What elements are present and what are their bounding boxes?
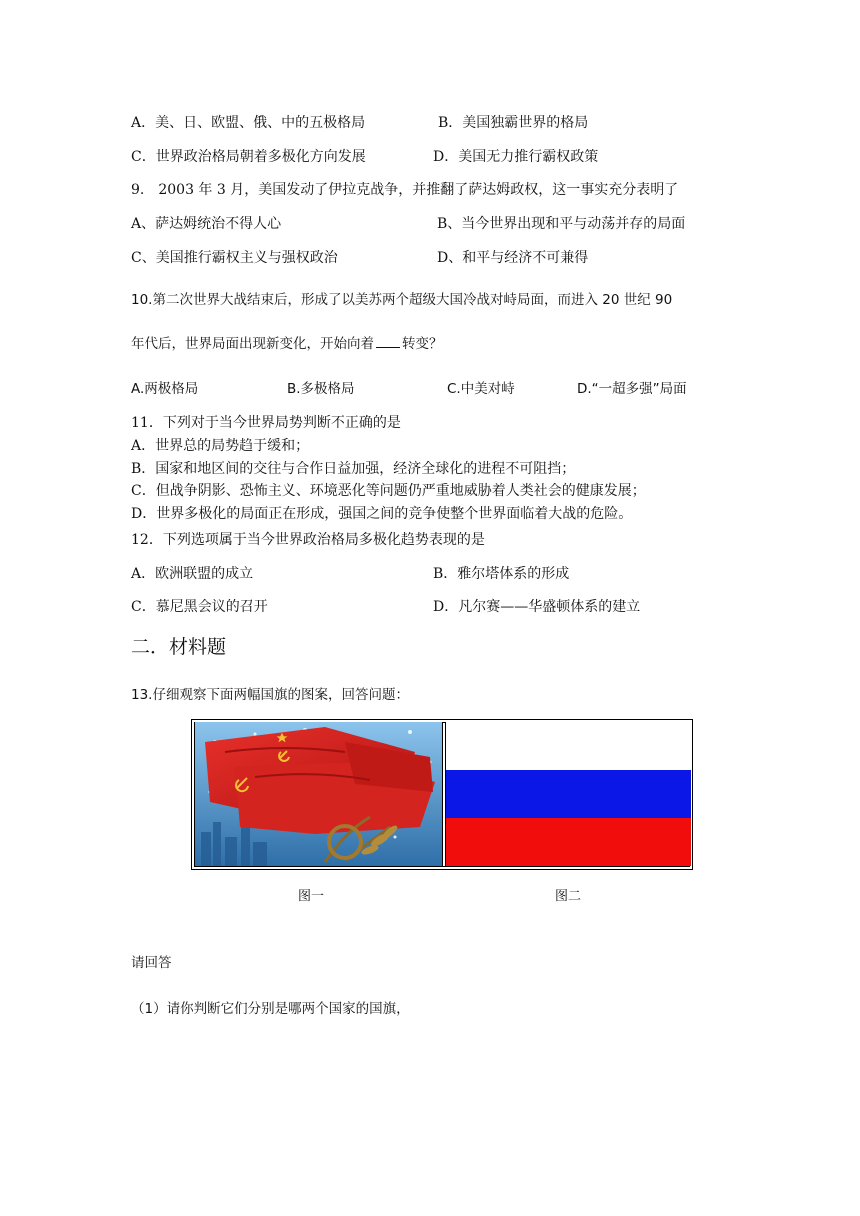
q11-option-d: D．世界多极化的局面正在形成，强国之间的竞争使整个世界面临着大战的危险。 — [131, 506, 633, 522]
answer-prompt: 请回答 — [131, 955, 172, 971]
q13-stem: 13.仔细观察下面两幅国旗的图案，回答问题： — [131, 687, 409, 703]
q10-stem-line1: 10.第二次世界大战结束后，形成了以美苏两个超级大国冷战对峙局面，而进入 20 世纪 90 — [131, 292, 673, 308]
q12-option-d: D．凡尔赛——华盛顿体系的建立 — [433, 599, 641, 615]
q8-option-c: C．世界政治格局朝着多极化方向发展 — [131, 149, 366, 165]
q8-option-a: A．美、日、欧盟、俄、中的五极格局 — [131, 115, 366, 131]
q12-stem: 12．下列选项属于当今世界政治格局多极化趋势表现的是 — [131, 532, 485, 548]
q9-option-b: B、当今世界出现和平与动荡并存的局面 — [437, 216, 686, 232]
q10-stem-line2-before: 年代后，世界局面出现新变化，开始向着 — [131, 336, 374, 352]
q8-option-b: B．美国独霸世界的格局 — [438, 115, 589, 131]
q11-option-a: A．世界总的局势趋于缓和； — [131, 438, 310, 454]
soviet-flag-image — [195, 722, 443, 866]
q12-option-c: C．慕尼黑会议的召开 — [131, 599, 268, 615]
russian-flag-image — [445, 722, 691, 866]
q10-option-c: C.中美对峙 — [447, 381, 515, 397]
flag-stripe-red — [446, 818, 691, 866]
q12-option-b: B．雅尔塔体系的形成 — [433, 566, 570, 582]
q8-option-d: D．美国无力推行霸权政策 — [433, 149, 599, 165]
q11-stem: 11．下列对于当今世界局势判断不正确的是 — [131, 415, 401, 431]
figure-caption-2: 图二 — [555, 889, 582, 904]
q10-stem-line2 — [131, 332, 443, 352]
flag-stripe-blue — [446, 770, 691, 818]
q12-option-a: A．欧洲联盟的成立 — [131, 566, 254, 582]
q10-option-d: D.“一超多强”局面 — [577, 381, 687, 397]
q9-option-d: D、和平与经济不可兼得 — [437, 250, 589, 266]
q10-blank — [376, 335, 400, 348]
figure-caption-1: 图一 — [298, 889, 325, 904]
q9-option-c: C、美国推行霸权主义与强权政治 — [131, 250, 338, 266]
q10-stem-line2-after: 转变？ — [402, 336, 443, 352]
q9-option-a: A、萨达姆统治不得人心 — [131, 216, 282, 232]
q9-stem: 9. 2003 年 3 月，美国发动了伊拉克战争，并推翻了萨达姆政权，这一事实充分表明了 — [131, 182, 679, 198]
q13-sub-question-1: （1）请你判断它们分别是哪两个国家的国旗， — [131, 1001, 410, 1017]
q11-option-b: B．国家和地区间的交往与合作日益加强，经济全球化的进程不可阻挡； — [131, 461, 576, 477]
section-heading: 二．材料题 — [131, 636, 227, 658]
q11-option-c: C．但战争阴影、恐怖主义、环境恶化等问题仍严重地威胁着人类社会的健康发展； — [131, 483, 646, 499]
q10-option-b: B.多极格局 — [287, 381, 355, 397]
q10-option-a: A.两极格局 — [131, 381, 199, 397]
flag-stripe-white — [446, 722, 691, 770]
